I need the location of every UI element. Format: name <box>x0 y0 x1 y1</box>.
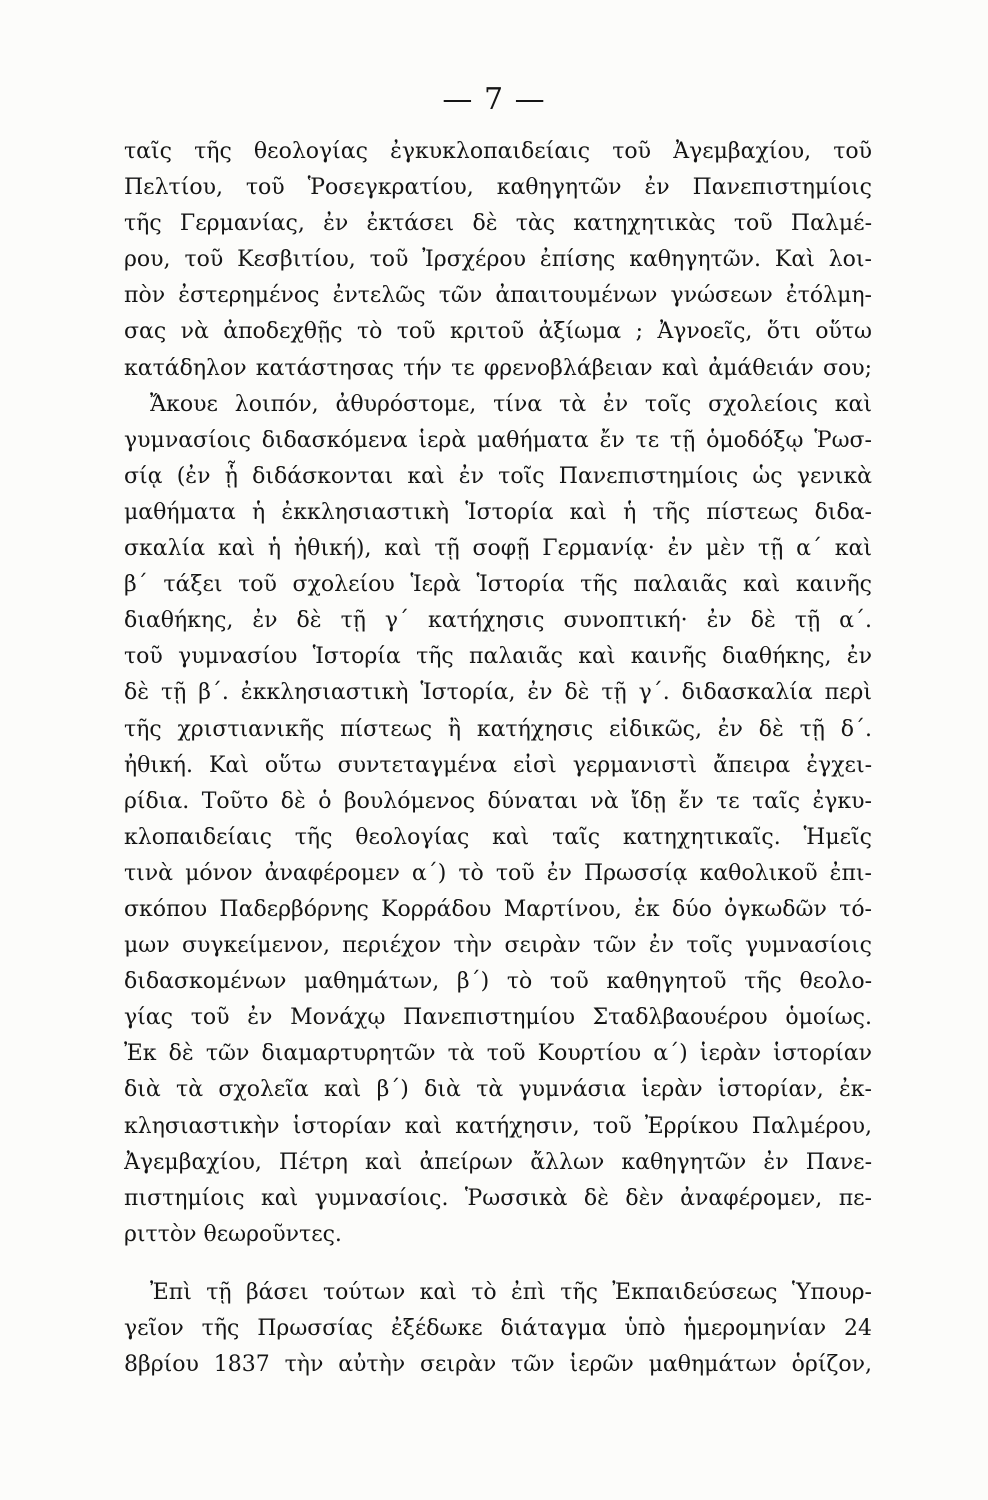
text-line: σκαλία καὶ ἡ ἠθική), καὶ τῇ σοφῇ Γερμανίᾳ· ἐν μὲν τῇ α΄ καὶ <box>124 536 872 562</box>
text-line: σίᾳ (ἐν ᾗ διδάσκονται καὶ ἐν τοῖς Πανεπιστημίοις ὡς γενικὰ <box>124 463 872 489</box>
text-line: Ἐπὶ τῇ βάσει τούτων καὶ τὸ ἐπὶ τῆς Ἐκπαιδεύσεως Ὑπουρ- <box>150 1279 872 1305</box>
text-line: πὸν ἐστερημένος ἐντελῶς τῶν ἀπαιτουμένων γνώσεων ἐτόλμη- <box>124 283 872 309</box>
text-line: Πελτίου, τοῦ Ῥοσεγκρατίου, καθηγητῶν ἐν Πανεπιστημίοις <box>124 175 872 201</box>
text-line: ἠθική. Καὶ οὕτω συντεταγμένα εἰσὶ γερμανιστὶ ἄπειρα ἐγχει- <box>124 752 872 778</box>
text-line: σας νὰ ἀποδεχθῇς τὸ τοῦ κριτοῦ ἀξίωμα ; Ἀγνοεῖς, ὅτι οὕτω <box>124 319 872 345</box>
page-number: — 7 — <box>442 82 546 117</box>
text-line: κατάδηλον κατάστησας τήν τε φρενοβλάβειαν καὶ ἀμάθειάν σου; <box>124 355 872 381</box>
text-line: 8βρίου 1837 τὴν αὐτὴν σειρὰν τῶν ἱερῶν μαθημάτων ὁρίζον, <box>124 1352 872 1378</box>
text-line: ρου, τοῦ Κεσβιτίου, τοῦ Ἰρσχέρου ἐπίσης καθηγητῶν. Καὶ λοι- <box>124 247 872 273</box>
paragraph-2 <box>124 1275 872 1383</box>
text-line: μαθήματα ἡ ἐκκλησιαστικὴ Ἱστορία καὶ ἡ τῆς πίστεως διδα- <box>124 499 872 525</box>
text-line: τοῦ γυμνασίου Ἱστορία τῆς παλαιᾶς καὶ καινῆς διαθήκης, ἐν <box>124 644 872 670</box>
paragraph-1 <box>124 134 872 1253</box>
text-line: διαθήκης, ἐν δὲ τῇ γ΄ κατήχησις συνοπτική· ἐν δὲ τῇ α΄. <box>124 608 872 634</box>
text-line: γίας τοῦ ἐν Μονάχῳ Πανεπιστημίου Σταδλβαουέρου ὁμοίως. <box>124 1005 872 1031</box>
text-line: κλοπαιδείαις τῆς θεολογίας καὶ ταῖς κατηχητικαῖς. Ἡμεῖς <box>124 824 872 850</box>
text-line: μων συγκείμενον, περιέχον τὴν σειρὰν τῶν ἐν τοῖς γυμνασίοις <box>124 933 872 959</box>
text-line: Ἀγεμβαχίου, Πέτρη καὶ ἀπείρων ἄλλων καθηγητῶν ἐν Πανε- <box>124 1149 872 1175</box>
text-line: τῆς Γερμανίας, ἐν ἐκτάσει δὲ τὰς κατηχητικὰς τοῦ Παλμέ- <box>124 211 872 237</box>
text-line: ρίδια. Τοῦτο δὲ ὁ βουλόμενος δύναται νὰ ἴδῃ ἔν τε ταῖς ἐγκυ- <box>124 788 872 814</box>
text-line: τινὰ μόνον ἀναφέρομεν α΄) τὸ τοῦ ἐν Πρωσσίᾳ καθολικοῦ ἐπι- <box>124 860 872 886</box>
text-line: Ἐκ δὲ τῶν διαμαρτυρητῶν τὰ τοῦ Κουρτίου α΄) ἱερὰν ἱστορίαν <box>124 1041 872 1067</box>
text-line: γυμνασίοις διδασκόμενα ἱερὰ μαθήματα ἔν τε τῇ ὁμοδόξῳ Ῥωσ- <box>124 427 872 453</box>
text-line: δὲ τῇ β΄. ἐκκλησιαστικὴ Ἱστορία, ἐν δὲ τῇ γ΄. διδασκαλία περὶ <box>124 680 872 706</box>
text-line: σκόπου Παδερβόρνης Κορράδου Μαρτίνου, ἐκ δύο ὀγκωδῶν τό- <box>124 896 872 922</box>
text-line: διὰ τὰ σχολεῖα καὶ β΄) διὰ τὰ γυμνάσια ἱερὰν ἱστορίαν, ἐκ- <box>124 1077 872 1103</box>
text-line: ταῖς τῆς θεολογίας ἐγκυκλοπαιδείαις τοῦ Ἀγεμβαχίου, τοῦ <box>124 139 872 164</box>
text-line: ριττὸν θεωροῦντες. <box>124 1221 342 1247</box>
text-line: διδασκομένων μαθημάτων, β΄) τὸ τοῦ καθηγητοῦ τῆς θεολο- <box>124 969 872 995</box>
paragraph-gap <box>124 1253 872 1275</box>
text-line: β΄ τάξει τοῦ σχολείου Ἱερὰ Ἱστορία τῆς παλαιᾶς καὶ καινῆς <box>124 572 872 598</box>
text-block <box>124 134 872 1383</box>
text-line: γεῖον τῆς Πρωσσίας ἐξέδωκε διάταγμα ὑπὸ ἡμερομηνίαν 24 <box>124 1316 872 1341</box>
text-line: πιστημίοις καὶ γυμνασίοις. Ῥωσσικὰ δὲ δὲν ἀναφέρομεν, πε- <box>124 1185 872 1211</box>
text-line: κλησιαστικὴν ἱστορίαν καὶ κατήχησιν, τοῦ Ἐρρίκου Παλμέρου, <box>124 1113 872 1139</box>
text-line: Ἄκουε λοιπόν, ἀθυρόστομε, τίνα τὰ ἐν τοῖς σχολείοις καὶ <box>150 391 872 417</box>
text-line: τῆς χριστιανικῆς πίστεως ἢ κατήχησις εἰδικῶς, ἐν δὲ τῇ δ΄. <box>124 716 872 742</box>
